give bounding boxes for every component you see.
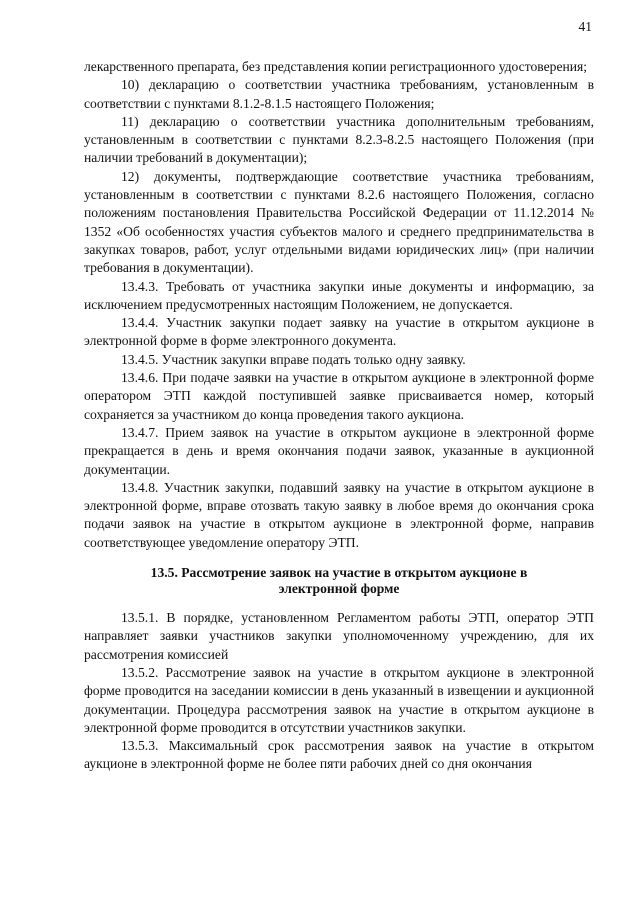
paragraph: 12) документы, подтверждающие соответствие участника требованиям, установленным в соответствии с пунктами 8.2.6 настоящего Положения, согласно положениям постановления Правительства Российской Федерации от 11.12.2014 № 1352 «Об особенностях участия субъектов малого и среднего предпринимательства в закупках товаров, работ, услуг отдельными видами юридических лиц» (при наличии требования в документации). (84, 168, 594, 276)
section-heading: 13.5. Рассмотрение заявок на участие в открытом аукционе в электронной форме (150, 565, 528, 597)
paragraph: 13.4.6. При подаче заявки на участие в открытом аукционе в электронной форме оператором ЭТП каждой поступившей заявке присваивается номер, который сохраняется за участником до конца проведения такого аукциона. (84, 370, 594, 422)
paragraph: лекарственного препарата, без представления копии регистрационного удостоверения; (84, 59, 588, 74)
paragraph: 13.4.7. Прием заявок на участие в открытом аукционе в электронной форме прекращается в день и время окончания подачи заявок, указанные в аукционной документации. (84, 424, 594, 477)
paragraph: 13.5.2. Рассмотрение заявок на участие в открытом аукционе в электронной форме проводится на заседании комиссии в день указанный в извещении и аукционной документации. Процедура рассмотрения заявок на участие в открытом аукционе в электронной форме проводится в отсутствии участников закупки. (84, 664, 594, 735)
page-number: 41 (578, 19, 592, 34)
paragraph: 13.5.1. В порядке, установленном Регламентом работы ЭТП, оператор ЭТП направляет заявки участников закупки уполномоченному учреждению, для их рассмотрения комиссией (84, 610, 594, 662)
paragraph: 13.5.3. Максимальный срок рассмотрения заявок на участие в открытом аукционе в электронной форме не более пяти рабочих дней со дня окончания (84, 738, 594, 772)
paragraph: 13.4.4. Участник закупки подает заявку на участие в открытом аукционе в электронной форме в форме электронного документа. (84, 315, 594, 349)
paragraph: 10) декларацию о соответствии участника требованиям, установленным в соответствии с пунктами 8.1.2-8.1.5 настоящего Положения; (84, 77, 594, 111)
document-body (84, 58, 594, 774)
paragraph: 13.4.8. Участник закупки, подавший заявку на участие в открытом аукционе в электронной форме, вправе отозвать такую заявку в любое время до окончания срока подачи заявок на участие в открытом аукционе в электронной форме, направив соответствующее уведомление оператору ЭТП. (84, 479, 594, 550)
paragraph: 11) декларацию о соответствии участника дополнительным требованиям, установленным в соответствии с пунктами 8.2.3-8.2.5 настоящего Положения (при наличии требований в документации); (84, 113, 594, 166)
paragraph: 13.4.5. Участник закупки вправе подать только одну заявку. (121, 351, 466, 367)
paragraph: 13.4.3. Требовать от участника закупки иные документы и информацию, за исключением предусмотренных настоящим Положением, не допускается. (84, 278, 594, 312)
